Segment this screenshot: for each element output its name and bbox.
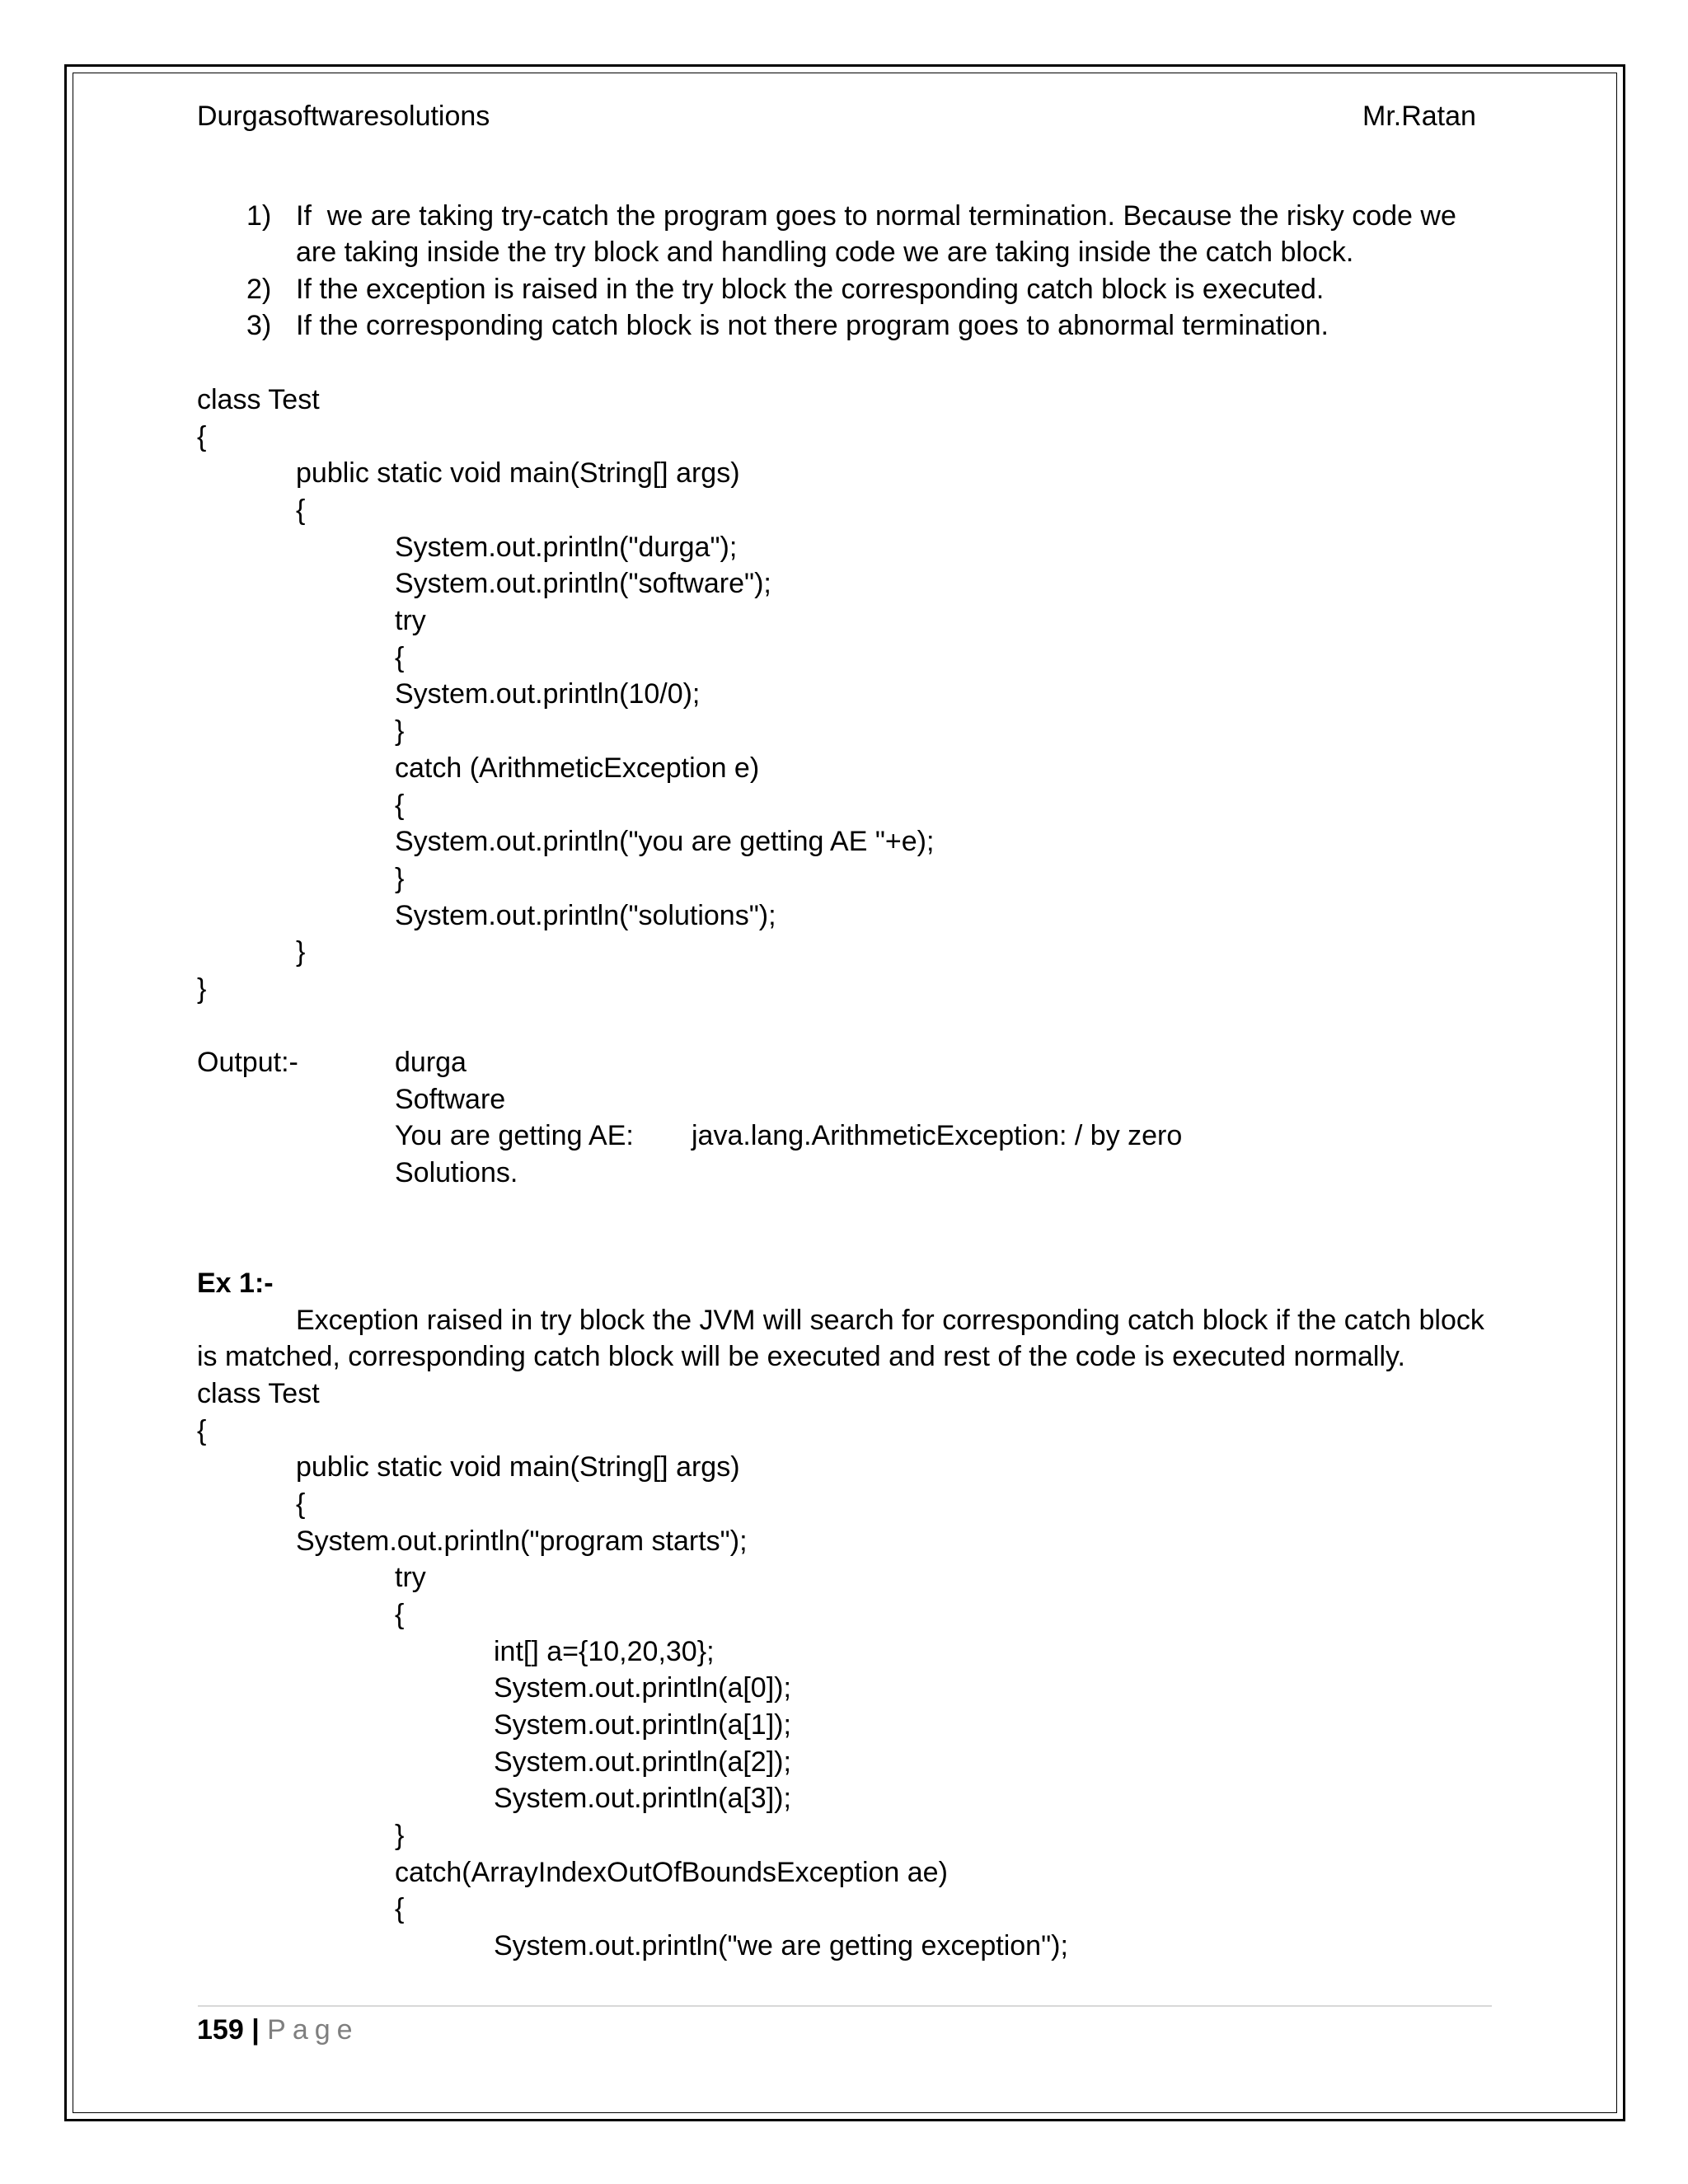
- header-right: Mr.Ratan: [1362, 101, 1476, 132]
- ex1-paragraph-line-1: Exception raised in try block the JVM will search for corresponding catch block if the catch block: [296, 1305, 1484, 1336]
- code1-line: System.out.println("software");: [395, 568, 771, 599]
- code2-line: {: [395, 1599, 405, 1630]
- code1-line: System.out.println(10/0);: [395, 678, 701, 710]
- code1-line: {: [296, 494, 306, 526]
- code1-line: catch (ArithmeticException e): [395, 752, 760, 784]
- code2-line: System.out.println("we are getting exception");: [494, 1930, 1068, 1961]
- code1-line: {: [395, 642, 405, 673]
- footer-separator: |: [251, 2014, 260, 2046]
- code1-line: System.out.println("durga");: [395, 532, 738, 563]
- code2-line: {: [296, 1488, 306, 1520]
- code2-line: try: [395, 1562, 426, 1593]
- code1-line: }: [395, 863, 405, 894]
- output-label: Output:-: [197, 1047, 298, 1078]
- code1-line: {: [197, 421, 207, 452]
- note-1-number: 1): [246, 200, 272, 232]
- output-line: You are getting AE:: [395, 1120, 634, 1151]
- code2-line: System.out.println(a[0]);: [494, 1672, 791, 1704]
- code1-line: }: [197, 973, 207, 1005]
- note-2-line-1: If the exception is raised in the try block the corresponding catch block is executed.: [296, 274, 1325, 305]
- page-number: 159: [197, 2014, 244, 2046]
- output-line: Software: [395, 1084, 506, 1115]
- page-label: Page: [267, 2014, 359, 2046]
- note-3-number: 3): [246, 310, 272, 341]
- footer: [197, 2012, 359, 2048]
- code1-line: System.out.println("you are getting AE "+e);: [395, 826, 935, 857]
- code1-line: try: [395, 605, 426, 636]
- code2-line: catch(ArrayIndexOutOfBoundsException ae): [395, 1857, 948, 1888]
- ex1-paragraph-line-2: is matched, corresponding catch block will be executed and rest of the code is executed normally.: [197, 1341, 1405, 1372]
- code1-line: }: [296, 936, 306, 968]
- header-left: Durgasoftwaresolutions: [197, 101, 490, 132]
- ex1-heading: Ex 1:-: [197, 1268, 274, 1299]
- code2-line: }: [395, 1820, 405, 1851]
- note-2-number: 2): [246, 274, 272, 305]
- note-1-line-2: are taking inside the try block and handling code we are taking inside the catch block.: [296, 237, 1354, 268]
- note-3-line-1: If the corresponding catch block is not there program goes to abnormal termination.: [296, 310, 1329, 341]
- output-line: durga: [395, 1047, 467, 1078]
- code1-line: class Test: [197, 384, 320, 415]
- code1-line: {: [395, 790, 405, 821]
- code2-line: public static void main(String[] args): [296, 1451, 740, 1483]
- code2-line: System.out.println(a[3]);: [494, 1783, 791, 1814]
- footer-rule: [198, 2005, 1492, 2007]
- code2-line: System.out.println(a[1]);: [494, 1709, 791, 1741]
- code2-line: int[] a={10,20,30};: [494, 1636, 715, 1667]
- code2-line: {: [395, 1893, 405, 1924]
- code1-line: }: [395, 715, 405, 747]
- note-1-line-1: If we are taking try-catch the program goes to normal termination. Because the risky code we: [296, 200, 1456, 232]
- code1-line: public static void main(String[] args): [296, 457, 740, 489]
- page-border-inner: [73, 73, 1617, 2113]
- code2-line: class Test: [197, 1378, 320, 1409]
- code2-line: System.out.println(a[2]);: [494, 1746, 791, 1778]
- output-exception: java.lang.ArithmeticException: / by zero: [692, 1120, 1183, 1151]
- code2-line: {: [197, 1415, 207, 1446]
- code1-line: System.out.println("solutions");: [395, 900, 776, 931]
- output-line: Solutions.: [395, 1157, 518, 1188]
- code2-line: System.out.println("program starts");: [296, 1526, 748, 1557]
